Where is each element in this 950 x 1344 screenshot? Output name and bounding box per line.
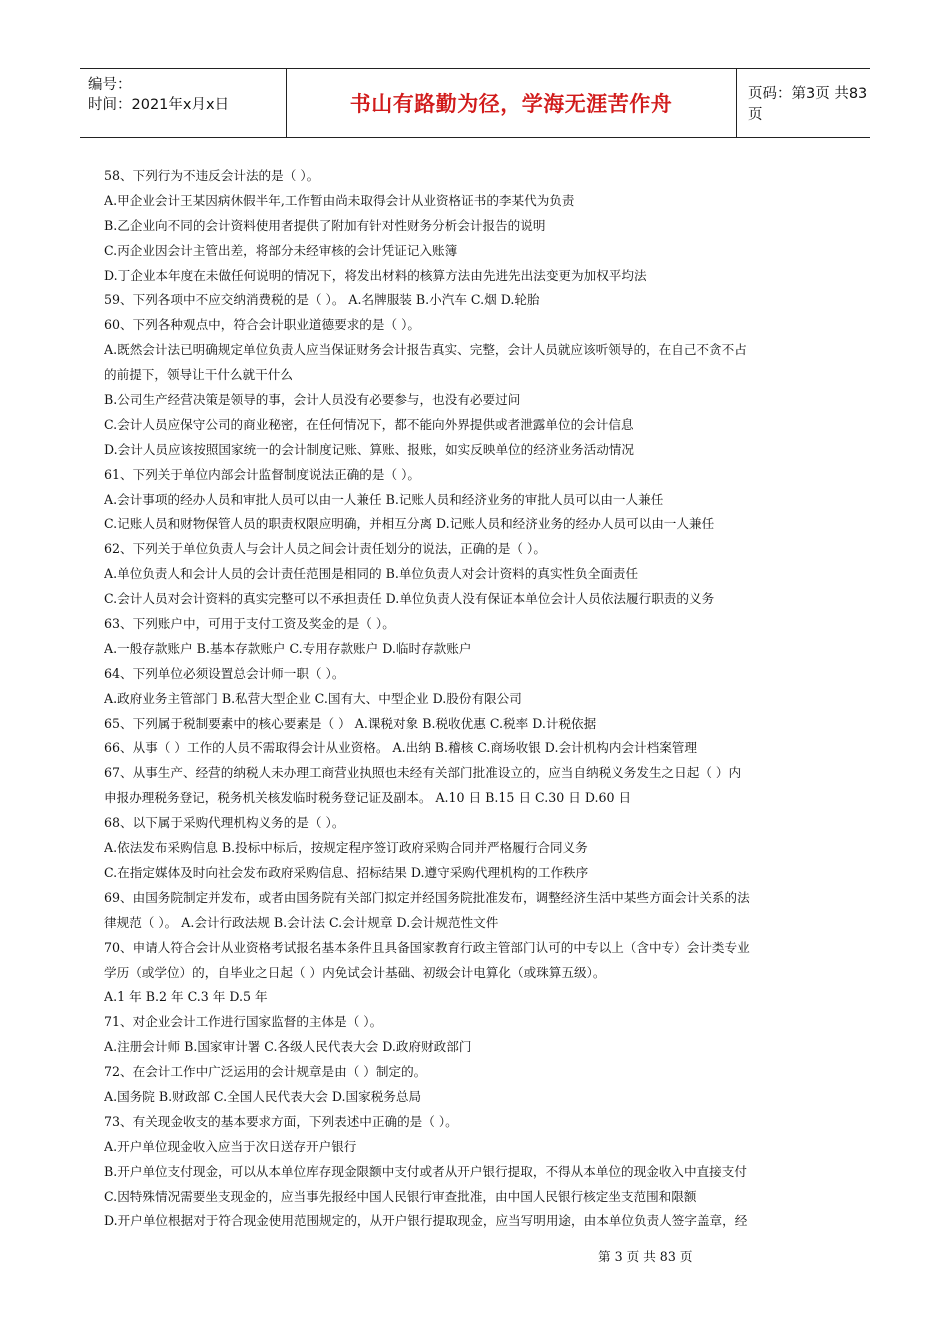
page-footer: 第 3 页 共 83 页 <box>598 1249 693 1264</box>
document-body <box>104 164 849 1234</box>
header-meta <box>80 69 287 137</box>
text-line: B.乙企业向不同的会计资料使用者提供了附加有针对性财务分析会计报告的说明 <box>104 217 546 233</box>
text-line: D.会计人员应该按照国家统一的会计制度记账、算账、报账，如实反映单位的经济业务活动情况 <box>104 441 634 457</box>
text-line: 67、从事生产、经营的纳税人未办理工商营业执照也未经有关部门批准设立的，应当自纳税义务发生之日起（ ）内 <box>104 765 742 781</box>
text-line: D.丁企业本年度在未做任何说明的情况下，将发出材料的核算方法由先进先出法变更为加权平均法 <box>104 267 647 283</box>
text-line: 72、在会计工作中广泛运用的会计规章是由（ ）制定的。 <box>104 1064 427 1080</box>
text-line: C.会计人员对会计资料的真实完整可以不承担责任 D.单位负责人没有保证本单位会计人员依法履行职责的义务 <box>104 591 715 607</box>
text-line: A.开户单位现金收入应当于次日送存开户银行 <box>104 1138 357 1154</box>
text-line: 73、有关现金收支的基本要求方面，下列表述中正确的是（ ）。 <box>104 1113 458 1129</box>
text-line: 63、下列账户中，可用于支付工资及奖金的是（ ）。 <box>104 616 395 632</box>
text-line: A.会计事项的经办人员和审批人员可以由一人兼任 B.记账人员和经济业务的审批人员可以由一人兼任 <box>104 491 664 507</box>
number-label: 编号： <box>88 77 132 93</box>
text-line: 69、由国务院制定并发布，或者由国务院有关部门拟定并经国务院批准发布，调整经济生活中某些方面会计关系的法 <box>104 889 750 905</box>
text-line: 62、下列关于单位负责人与会计人员之间会计责任划分的说法，正确的是（ ）。 <box>104 541 546 557</box>
text-line: A.注册会计师 B.国家审计署 C.各级人民代表大会 D.政府财政部门 <box>104 1039 472 1055</box>
text-line: A.国务院 B.财政部 C.全国人民代表大会 D.国家税务总局 <box>104 1088 422 1104</box>
header-motto: 书山有路勤为径，学海无涯苦作舟 <box>286 69 737 137</box>
text-line: 64、下列单位必须设置总会计师一职（ ）。 <box>104 665 345 681</box>
text-line: C.因特殊情况需要坐支现金的，应当事先报经中国人民银行审查批准，由中国人民银行核定坐支范围和限额 <box>104 1188 697 1204</box>
date-label: 时间：2021年x月x日 <box>88 97 230 113</box>
text-line: 申报办理税务登记，税务机关核发临时税务登记证及副本。 A.10 日 B.15 日 C.30 日 D.60 日 <box>104 790 632 806</box>
text-line: D.开户单位根据对于符合现金使用范围规定的，从开户银行提取现金，应当写明用途，由本单位负责人签字盖章，经 <box>104 1213 748 1229</box>
text-line: 59、下列各项中不应交纳消费税的是（ ）。 A.名牌服装 B.小汽车 C.烟 D.轮胎 <box>104 292 540 308</box>
text-line: 的前提下，领导让干什么就干什么 <box>104 367 293 383</box>
text-line: 71、对企业会计工作进行国家监督的主体是（ ）。 <box>104 1014 383 1030</box>
text-line: 律规范（ ）。 A.会计行政法规 B.会计法 C.会计规章 D.会计规范性文件 <box>104 914 499 930</box>
text-line: A.政府业务主管部门 B.私营大型企业 C.国有大、中型企业 D.股份有限公司 <box>104 690 522 706</box>
text-line: 61、下列关于单位内部会计监督制度说法正确的是（ ）。 <box>104 466 420 482</box>
text-line: 66、从事（ ）工作的人员不需取得会计从业资格。 A.出纳 B.稽核 C.商场收银 D.会计机构内会计档案管理 <box>104 740 697 756</box>
text-line: 60、下列各种观点中，符合会计职业道德要求的是（ ）。 <box>104 317 420 333</box>
text-line: 68、以下属于采购代理机构义务的是（ ）。 <box>104 815 345 831</box>
text-line: 学历（或学位）的，自毕业之日起（ ）内免试会计基础、初级会计电算化（或珠算五级）。 <box>104 964 606 980</box>
text-line: A.既然会计法已明确规定单位负责人应当保证财务会计报告真实、完整，会计人员就应该听领导的，在自己不贪不占 <box>104 342 747 358</box>
text-line: B.开户单位支付现金，可以从本单位库存现金限额中支付或者从开户银行提取，不得从本单位的现金收入中直接支付 <box>104 1163 747 1179</box>
text-line: 65、下列属于税制要素中的核心要素是（ ） A.课税对象 B.税收优惠 C.税率 D.计税依据 <box>104 715 597 731</box>
text-line: A.甲企业会计王某因病休假半年,工作暂由尚未取得会计从业资格证书的李某代为负责 <box>104 192 575 208</box>
text-line: 58、下列行为不违反会计法的是（ ）。 <box>104 168 320 183</box>
text-line: C.会计人员应保守公司的商业秘密，在任何情况下，都不能向外界提供或者泄露单位的会计信息 <box>104 416 634 432</box>
header-page-label: 页码：第3页 共83页 <box>748 86 868 123</box>
text-line: C.在指定媒体及时向社会发布政府采购信息、招标结果 D.遵守采购代理机构的工作秩序 <box>104 864 589 880</box>
text-line: A.1 年 B.2 年 C.3 年 D.5 年 <box>104 989 268 1005</box>
text-line: C.记账人员和财物保管人员的职责权限应明确，并相互分离 D.记账人员和经济业务的经办人员可以由一人兼任 <box>104 516 715 532</box>
page-header <box>80 68 870 138</box>
text-line: 70、申请人符合会计从业资格考试报名基本条件且具备国家教育行政主管部门认可的中专以上（含中专）会计类专业 <box>104 939 750 955</box>
text-line: A.单位负责人和会计人员的会计责任范围是相同的 B.单位负责人对会计资料的真实性负全面责任 <box>104 566 639 582</box>
text-line: B.公司生产经营决策是领导的事，会计人员没有必要参与，也没有必要过问 <box>104 392 521 408</box>
text-line: C.丙企业因会计主管出差，将部分未经审核的会计凭证记入账簿 <box>104 242 458 258</box>
text-line: A.依法发布采购信息 B.投标中标后，按规定程序签订政府采购合同并严格履行合同义务 <box>104 840 588 856</box>
text-line: A.一般存款账户 B.基本存款账户 C.专用存款账户 D.临时存款账户 <box>104 640 472 656</box>
